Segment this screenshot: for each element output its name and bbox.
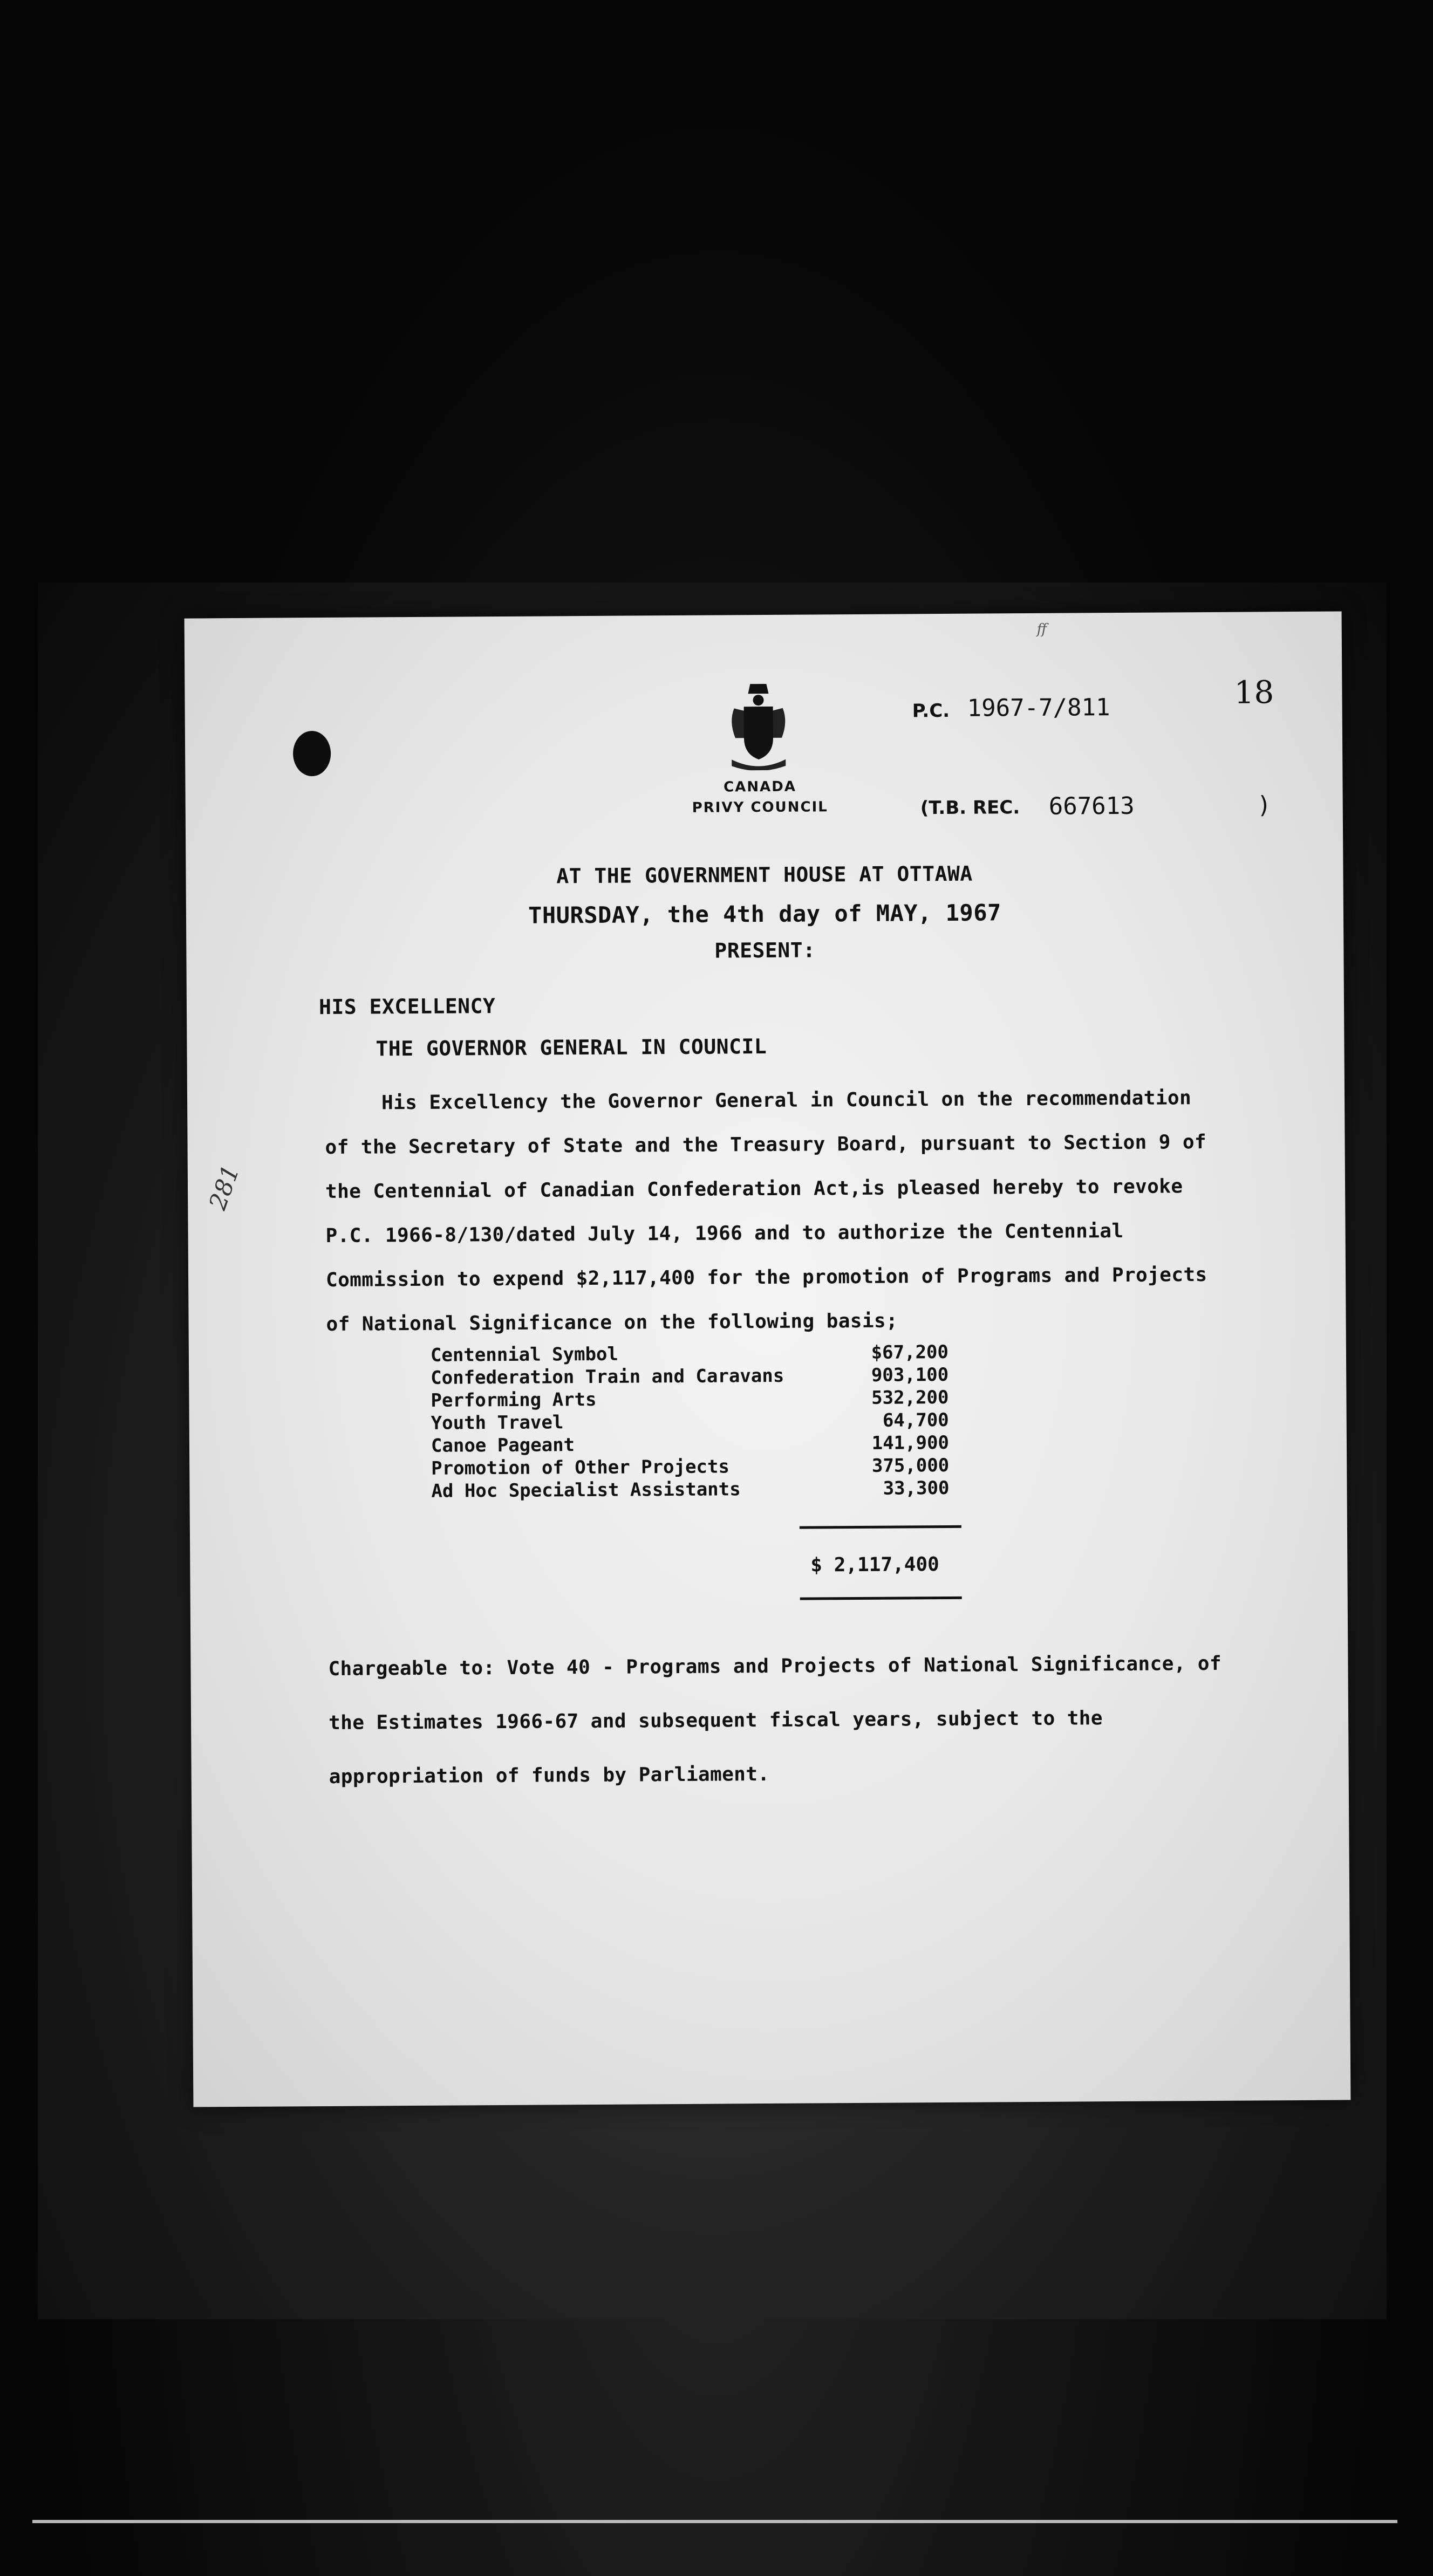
pc-label: P.C. bbox=[912, 700, 950, 722]
chargeable-paragraph: Chargeable to: Vote 40 - Programs and Projects of National Significance, of the Estimates 1966-67 and subsequent fiscal years, subject to the appropriation of funds by Parliament. bbox=[328, 1652, 1222, 1788]
expenditure-list bbox=[431, 1341, 950, 1503]
pc-number: 1967-7/811 bbox=[967, 694, 1110, 722]
subtotal-rule bbox=[800, 1525, 961, 1529]
order-paragraph-text: His Excellency the Governor General in Council on the recommendation of the Secretary of State and the Treasury Board, pursuant to Section 9 of the Centennial of Canadian Confederation Act,is pleased hereby to revoke P.C. 1966-8/130/dated July 14, 1966 and to authorize the Centennial Commission to expend $2,117,400 for the promotion of Programs and Projects of National Significance on the following basis; bbox=[325, 1087, 1207, 1335]
coat-of-arms-icon bbox=[723, 679, 794, 771]
item-amount: 64,700 bbox=[882, 1409, 949, 1431]
list-item bbox=[431, 1409, 949, 1435]
document-page bbox=[185, 611, 1351, 2107]
office-country: CANADA bbox=[724, 778, 796, 796]
item-label: Centennial Symbol bbox=[430, 1343, 619, 1366]
salutation-line2: THE GOVERNOR GENERAL IN COUNCIL bbox=[376, 1034, 767, 1061]
punch-hole bbox=[293, 731, 331, 776]
tb-rec-number: 667613 bbox=[1048, 792, 1135, 820]
item-amount: 532,200 bbox=[871, 1386, 949, 1409]
order-paragraph bbox=[325, 1076, 1222, 1347]
list-item bbox=[431, 1364, 948, 1389]
list-item bbox=[431, 1386, 948, 1412]
salutation-line1: HIS EXCELLENCY bbox=[318, 994, 496, 1019]
tb-rec-close: ) bbox=[1257, 791, 1272, 819]
heading-place: AT THE GOVERNMENT HOUSE AT OTTAWA bbox=[556, 861, 973, 888]
handwritten-mark-top: ff bbox=[1036, 621, 1047, 638]
issuing-office bbox=[660, 776, 859, 818]
heading-date: THURSDAY, the 4th day of MAY, 1967 bbox=[528, 899, 1001, 929]
item-label: Performing Arts bbox=[431, 1388, 597, 1412]
tb-rec-label: (T.B. REC. bbox=[920, 797, 1020, 819]
item-label: Youth Travel bbox=[431, 1412, 564, 1434]
list-item bbox=[431, 1477, 949, 1503]
item-amount: 141,900 bbox=[871, 1431, 950, 1454]
item-label: Ad Hoc Specialist Assistants bbox=[431, 1478, 741, 1502]
item-amount: 375,000 bbox=[871, 1454, 950, 1477]
heading-present: PRESENT: bbox=[714, 938, 816, 963]
film-edge-line bbox=[32, 2520, 1397, 2523]
total-amount: $ 2,117,400 bbox=[810, 1553, 939, 1577]
list-item bbox=[431, 1454, 949, 1480]
item-label: Promotion of Other Projects bbox=[431, 1456, 730, 1479]
item-label: Canoe Pageant bbox=[431, 1434, 575, 1457]
total-rule bbox=[800, 1597, 962, 1600]
item-label: Confederation Train and Caravans bbox=[431, 1365, 784, 1389]
page-number: 18 bbox=[1234, 674, 1274, 711]
handwritten-margin-note: 281 bbox=[203, 1161, 245, 1214]
item-amount: 33,300 bbox=[883, 1477, 950, 1499]
office-name: PRIVY COUNCIL bbox=[692, 799, 828, 816]
item-amount: 903,100 bbox=[871, 1364, 949, 1386]
item-amount: $67,200 bbox=[871, 1341, 949, 1364]
list-item bbox=[431, 1431, 949, 1457]
list-item bbox=[431, 1341, 948, 1367]
